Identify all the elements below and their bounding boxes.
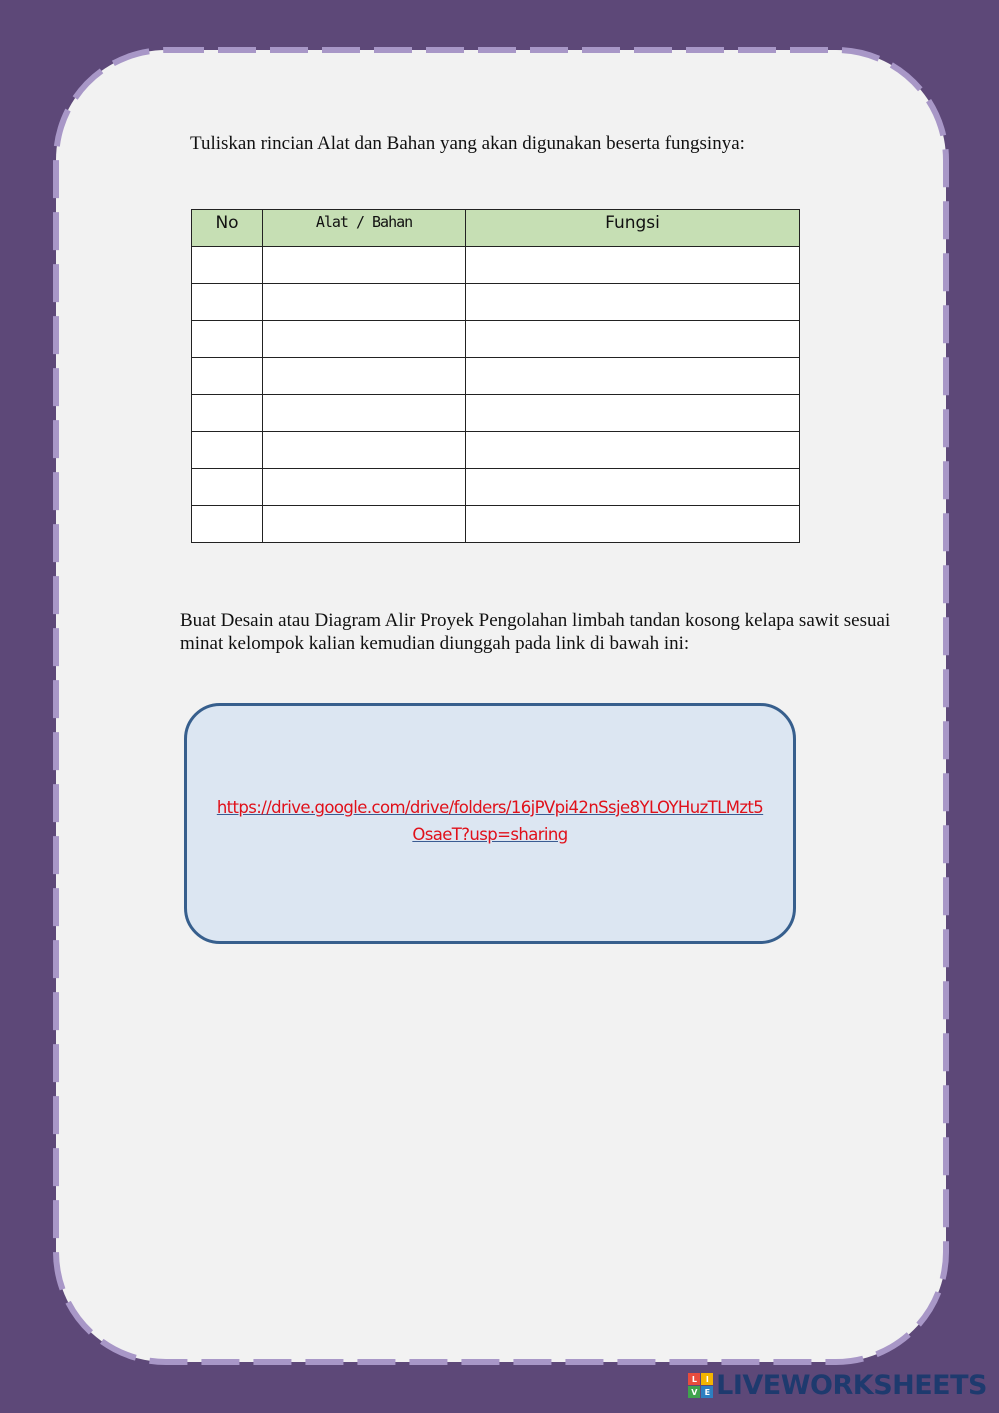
- table-row: [192, 358, 800, 395]
- cell-fungsi[interactable]: [466, 395, 800, 432]
- cell-fungsi[interactable]: [466, 469, 800, 506]
- liveworksheets-brand: [688, 1370, 987, 1401]
- cell-alat-bahan[interactable]: [263, 506, 466, 543]
- cell-alat-bahan[interactable]: [263, 321, 466, 358]
- table-row: [192, 432, 800, 469]
- table-row: [192, 506, 800, 543]
- cell-no[interactable]: [192, 284, 263, 321]
- liveworksheets-logo-icon: L I V E: [688, 1373, 713, 1398]
- table-row: [192, 284, 800, 321]
- table-row: [192, 395, 800, 432]
- table-row: [192, 247, 800, 284]
- cell-fungsi[interactable]: [466, 247, 800, 284]
- table-header-row: [192, 210, 800, 247]
- cell-no[interactable]: [192, 506, 263, 543]
- cell-alat-bahan[interactable]: [263, 432, 466, 469]
- link-box: [184, 703, 796, 944]
- link-line-1[interactable]: https://drive.google.com/drive/folders/16jPVpi42nSsje8YLOYHuzTLMzt5: [216, 798, 764, 817]
- link-line-2[interactable]: OsaeT?usp=sharing: [412, 825, 568, 844]
- cell-alat-bahan[interactable]: [263, 469, 466, 506]
- column-header-alat-bahan: Alat / Bahan: [263, 210, 466, 247]
- cell-no[interactable]: [192, 432, 263, 469]
- cell-no[interactable]: [192, 247, 263, 284]
- cell-no[interactable]: [192, 395, 263, 432]
- cell-no[interactable]: [192, 469, 263, 506]
- drive-folder-link[interactable]: [187, 794, 793, 848]
- column-header-fungsi: Fungsi: [466, 210, 800, 247]
- cell-alat-bahan[interactable]: [263, 247, 466, 284]
- cell-fungsi[interactable]: [466, 358, 800, 395]
- cell-no[interactable]: [192, 358, 263, 395]
- table-row: [192, 469, 800, 506]
- cell-alat-bahan[interactable]: [263, 358, 466, 395]
- instruction-tools-materials: Tuliskan rincian Alat dan Bahan yang akan digunakan beserta fungsinya:: [190, 133, 745, 154]
- cell-fungsi[interactable]: [466, 284, 800, 321]
- cell-no[interactable]: [192, 321, 263, 358]
- cell-alat-bahan[interactable]: [263, 395, 466, 432]
- instruction-design-diagram: Buat Desain atau Diagram Alir Proyek Pengolahan limbah tandan kosong kelapa sawit sesuai minat kelompok kalian kemudian diunggah pada link di bawah ini:: [180, 610, 891, 654]
- table-row: [192, 321, 800, 358]
- tools-materials-table: [191, 209, 800, 543]
- cell-fungsi[interactable]: [466, 506, 800, 543]
- brand-text: LIVEWORKSHEETS: [716, 1370, 987, 1401]
- column-header-no: No: [192, 210, 263, 247]
- cell-fungsi[interactable]: [466, 432, 800, 469]
- cell-alat-bahan[interactable]: [263, 284, 466, 321]
- cell-fungsi[interactable]: [466, 321, 800, 358]
